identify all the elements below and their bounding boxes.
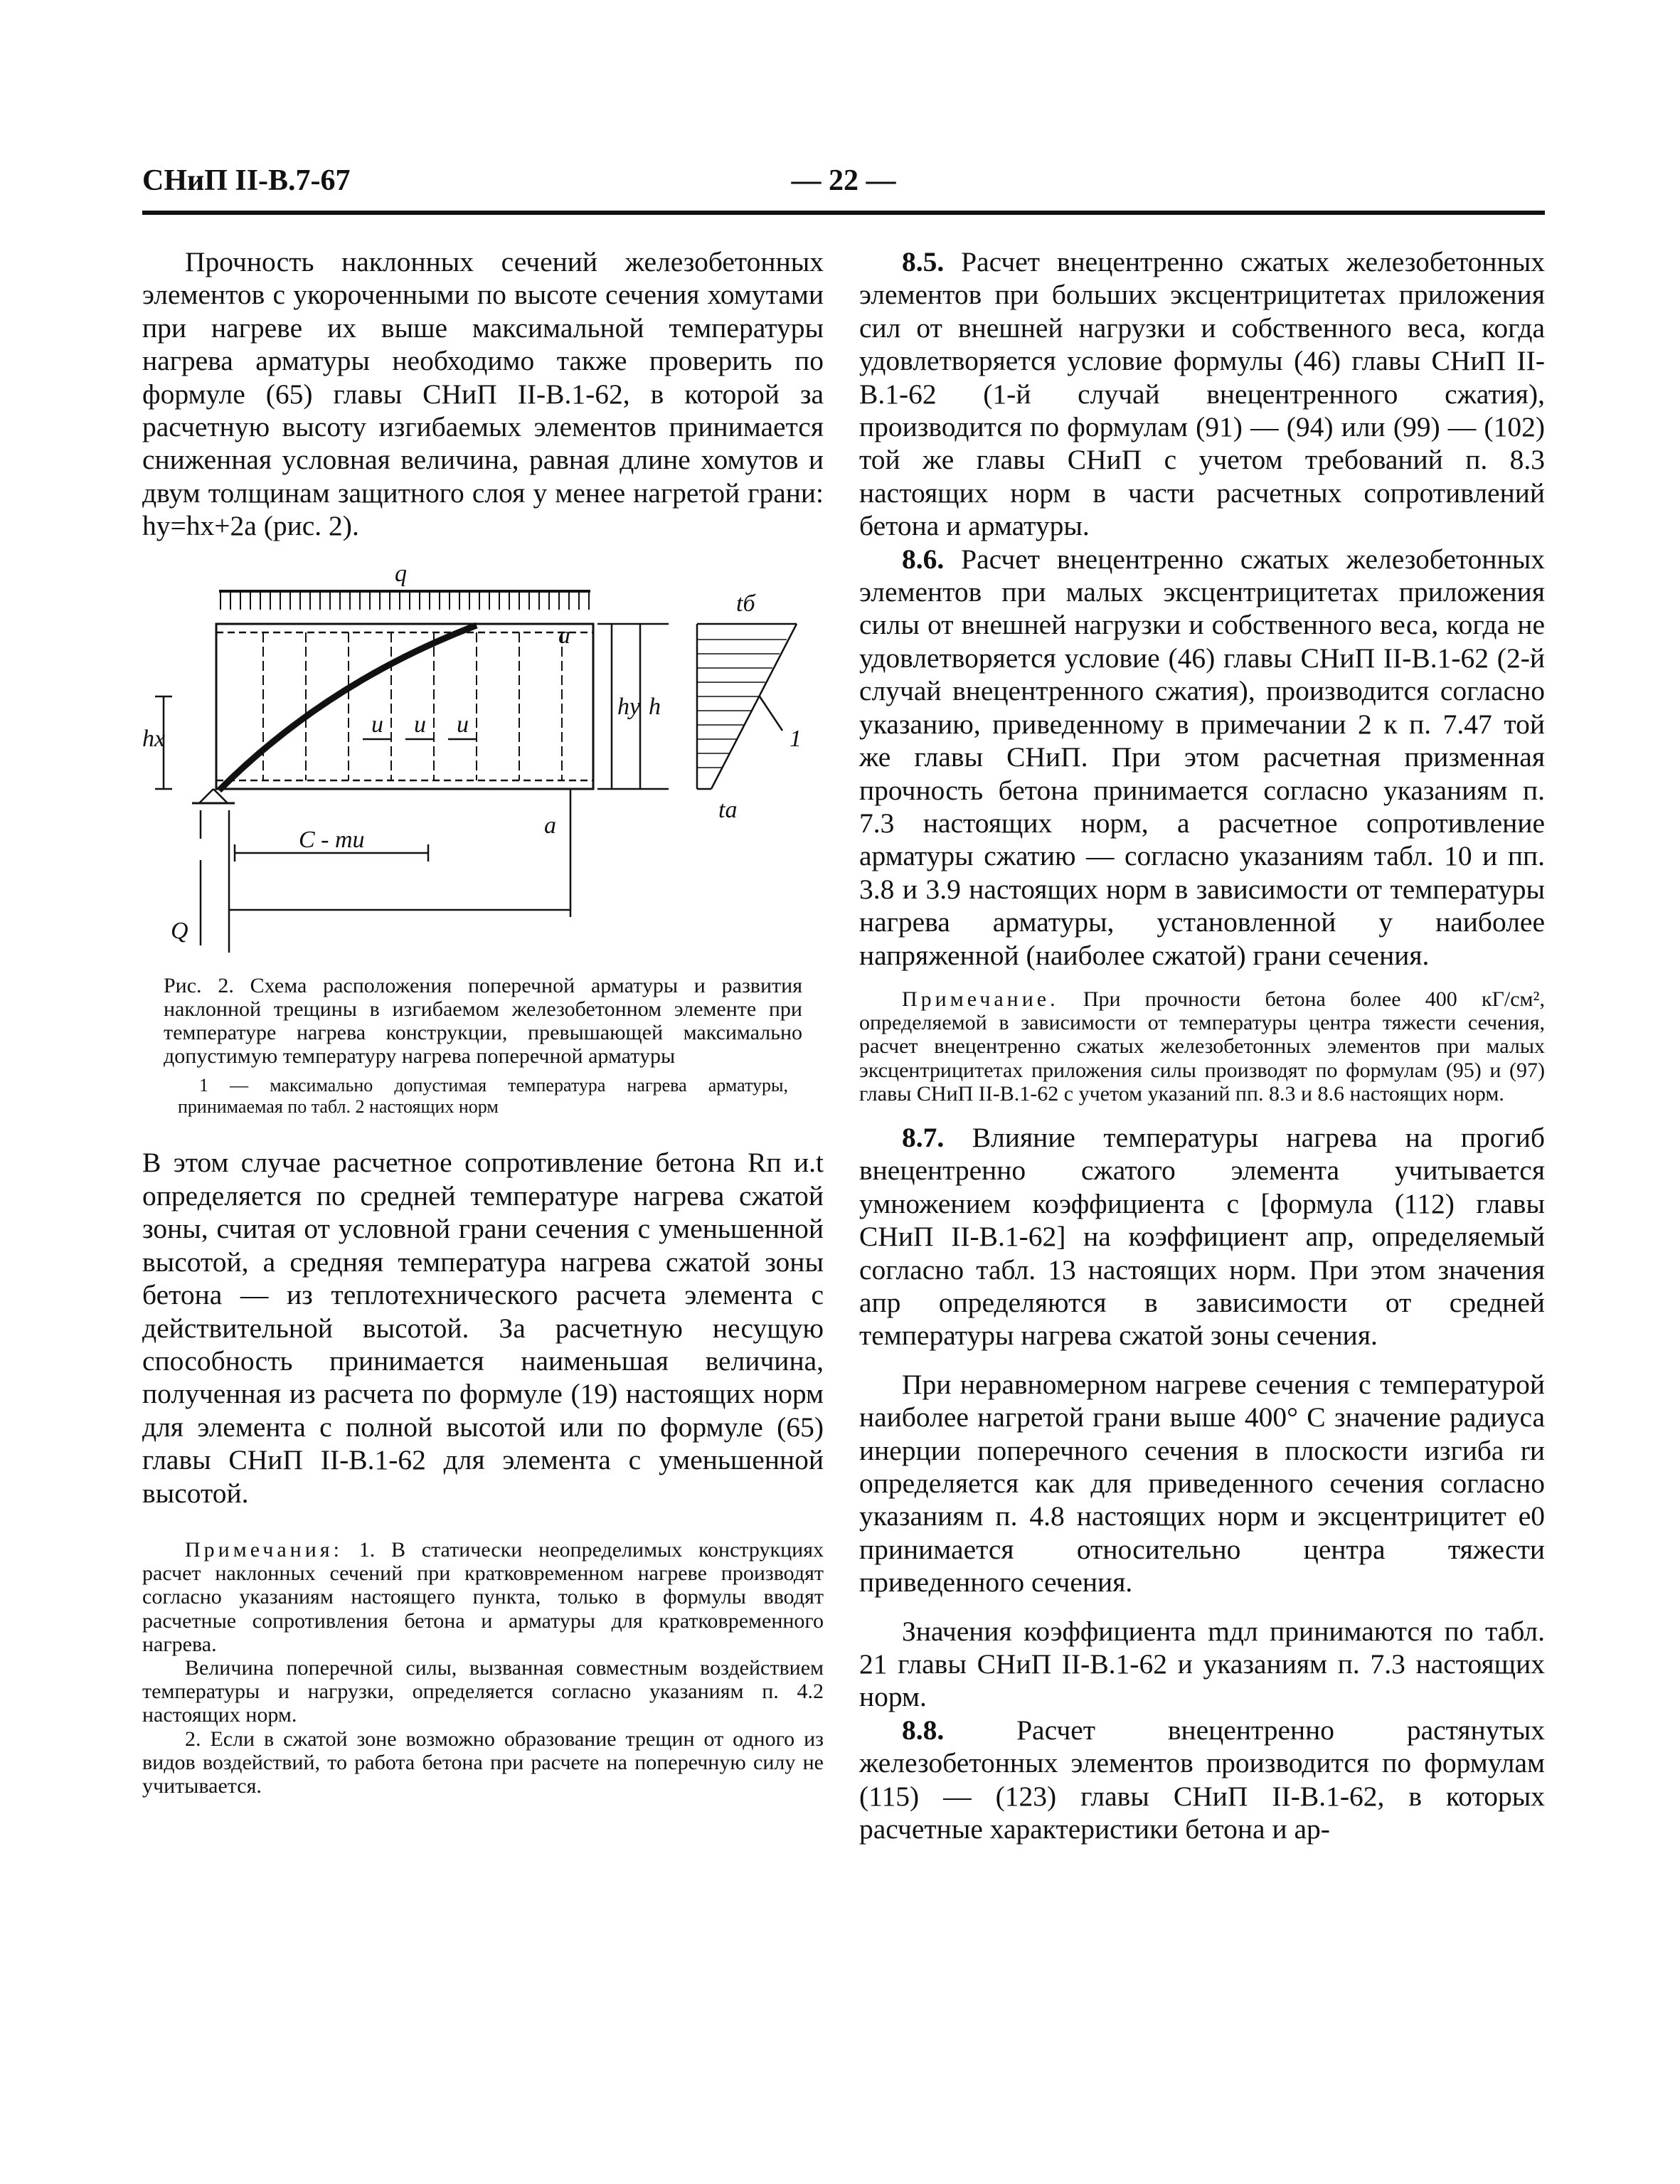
label-a-top: a xyxy=(558,622,570,649)
section-8-7 xyxy=(859,1121,1545,1352)
note-2: 2. Если в сжатой зоне возможно образование трещин от одного из видов воздействий, то работа бетона при расчете на поперечную силу не учитывается. xyxy=(142,1727,824,1798)
section-8-8 xyxy=(859,1714,1545,1846)
label-h: h xyxy=(649,693,661,720)
section-8-6-note xyxy=(859,987,1545,1106)
right-column xyxy=(859,245,1545,1845)
label-u-3: u xyxy=(457,711,469,738)
figure-legend: 1 — максимально допустимая температура нагрева арматуры, принимаемая по табл. 2 настоящих норм xyxy=(178,1075,788,1118)
paragraph-2: В этом случае расчетное сопротивление бетона Rп и.t определяется по средней температуре нагрева сжатой зоны, считая от условной грани сечения с уменьшенной высотой, а средняя температура нагрева сжатой зоны бетона — из теплотехнического расчета элемента с действительной высотой. За расчетную несущую способность принимается наименьшая величина, полученная из расчета по формуле (19) настоящих норм для элемента с полной высотой или по формуле (65) главы СНиП II-В.1-62 для элемента с уменьшенной высотой. xyxy=(142,1147,824,1509)
label-u-2: u xyxy=(414,711,426,738)
figure-2 xyxy=(142,554,824,960)
label-u-1: u xyxy=(371,711,383,738)
section-8-8-number: 8.8. xyxy=(902,1714,945,1746)
page-header xyxy=(142,164,1545,213)
label-t-a: tа xyxy=(718,796,738,823)
section-8-6-number: 8.6. xyxy=(902,543,945,575)
document-code: СНиП II-В.7-67 xyxy=(142,164,351,197)
load-arrows xyxy=(220,591,589,610)
note-1: 1. В статически неопределимых конструкциях расчет наклонных сечений при кратковременном нагреве производят согласно указаниям настоящего пункта, только в формулы вводят расчетные сопротивления бетона и арматуры для кратковременного нагрева. xyxy=(142,1537,824,1656)
notes-block xyxy=(142,1538,824,1656)
section-8-7-paragraph-2: При неравномерном нагреве сечения с температурой наиболее нагретой грани выше 400° С значение радиуса инерции поперечного сечения в плоскости изгиба rи определяется как для приведенного сечения согласно указаниям п. 4.8 настоящих норм и эксцентрицитет e0 принимается относительно центра тяжести приведенного сечения. xyxy=(859,1368,1545,1599)
section-8-6 xyxy=(859,543,1545,972)
section-8-7-number: 8.7. xyxy=(902,1121,945,1153)
label-q-force: Q xyxy=(171,917,188,944)
label-a-bottom: a xyxy=(544,812,556,839)
section-8-7-paragraph-3: Значения коэффициента mдл принимаются по табл. 21 главы СНиП II-В.1-62 и указаниям п. 7.3 настоящих норм. xyxy=(859,1615,1545,1713)
section-8-5 xyxy=(859,245,1545,543)
section-8-7-text: Влияние температуры нагрева на прогиб внецентренно сжатого элемента учитывается умножением коэффициента c [формула (112) главы СНиП II-В.1-62] на коэффициент aпр, определяемый согласно табл. 13 настоящих норм. При этом значения aпр определяются в зависимости от средней температуры нагрева сжатой зоны сечения. xyxy=(859,1121,1545,1352)
notes-label: Примечания: xyxy=(185,1537,343,1562)
label-q: q xyxy=(395,560,407,587)
intro-paragraph: Прочность наклонных сечений железобетонных элементов с укороченными по высоте сечения хомутами при нагреве их выше максимальной температуры нагрева арматуры необходимо также проверить по формуле (65) главы СНиП II-В.1-62, в которой за расчетную высоту изгибаемых элементов принимается сниженная условная величина, равная длине хомутов и двум толщинам защитного слоя у менее нагретой грани: hу=hх+2a (рис. 2). xyxy=(142,246,824,542)
header-rule xyxy=(142,211,1545,215)
label-h-x: hx xyxy=(142,725,166,752)
label-h-y: hy xyxy=(617,693,641,720)
section-8-6-text: Расчет внецентренно сжатых железобетонных элементов при малых эксцентрицитетах приложения силы от внешней нагрузки и собственного веса, когда не удовлетворяется условие (46) главы СНиП II-В.1-62 (2-й случай внецентренного сжатия), производится согласно указанию, приведенному в примечании 2 к п. 7.47 той же главы СНиП. При этом расчетная призменная прочность бетона принимается согласно указаниям п. 7.3 настоящих норм, а расчетное сопротивление арматуры сжатию — согласно указаниям табл. 10 и пп. 3.8 и 3.9 настоящих норм в зависимости от температуры нагрева арматуры, установленной у наиболее напряженной (наиболее сжатой) грани сечения. xyxy=(859,543,1545,971)
section-8-8-text: Расчет внецентренно растянутых железобетонных элементов производится по формулам (115) — (123) главы СНиП II-В.1-62, в которых расчетные характеристики бетона и ар- xyxy=(859,1714,1546,1845)
beam-diagram xyxy=(142,554,824,960)
page-number: — 22 — xyxy=(791,164,896,197)
note-text: При прочности бетона более 400 кГ/см², определяемой в зависимости от температуры центра тяжести сечения, расчет внецентренно сжатых железобетонных элементов при малых эксцентрицитетах приложения силы производят по формулам (95) и (97) главы СНиП II-В.1-62 с учетом указаний пп. 8.3 и 8.6 настоящих норм. xyxy=(859,987,1546,1106)
note-label: Примечание. xyxy=(902,987,1059,1011)
label-t-b: tб xyxy=(736,590,755,617)
section-8-5-number: 8.5. xyxy=(902,246,945,277)
left-column xyxy=(142,245,824,1798)
label-1: 1 xyxy=(790,725,802,752)
label-c-mu: C - mu xyxy=(299,826,365,853)
figure-caption: Рис. 2. Схема расположения поперечной арматуры и развития наклонной трещины в изгибаемом железобетонном элементе при температуре нагрева конструкции, превышающей максимально допустимую температуру нагрева поперечной арматуры xyxy=(164,973,802,1069)
section-8-5-text: Расчет внецентренно сжатых железобетонных элементов при больших эксцентрицитетах приложения сил от внешней нагрузки и собственного веса, когда удовлетворяется условие формулы (46) главы СНиП II-В.1-62 (1-й случай внецентренного сжатия), производится по формулам (91) — (94) или (99) — (102) той же главы СНиП с учетом требований п. 8.3 настоящих норм в части расчетных сопротивлений бетона и арматуры. xyxy=(859,246,1545,542)
note-1b: Величина поперечной силы, вызванная совместным воздействием температуры и нагрузки, определяется согласно указаниям п. 4.2 настоящих норм. xyxy=(142,1655,824,1727)
